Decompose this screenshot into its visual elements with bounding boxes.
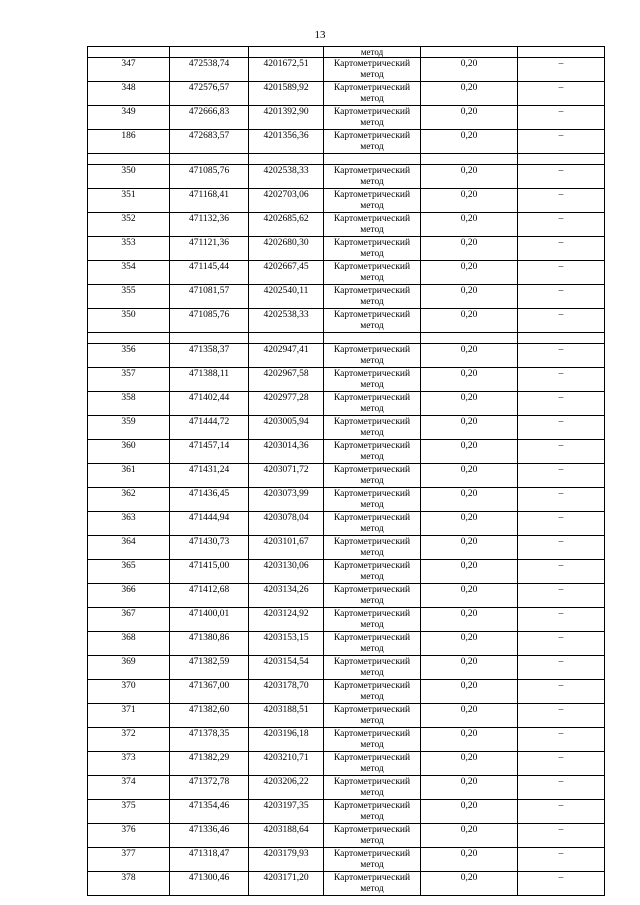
cell-method: Картометрический метод	[324, 584, 421, 608]
cell-x: 471402,44	[170, 392, 249, 416]
cell-note: –	[518, 82, 605, 106]
cell-note: –	[518, 584, 605, 608]
cell-x: 471318,47	[170, 848, 249, 872]
cell-note: –	[518, 237, 605, 261]
table-row	[88, 165, 605, 189]
cell-method: Картометрический метод	[324, 416, 421, 440]
cell-y: 4201589,92	[249, 82, 324, 106]
cell-x: 471300,46	[170, 872, 249, 896]
cell-note: –	[518, 824, 605, 848]
empty-cell	[421, 154, 518, 165]
cell-method: Картометрический метод	[324, 824, 421, 848]
cell-method: Картометрический метод	[324, 309, 421, 333]
cell-method: Картометрический метод	[324, 165, 421, 189]
cell-method: Картометрический метод	[324, 237, 421, 261]
cell-point-number: 357	[88, 368, 170, 392]
table-row	[88, 213, 605, 237]
cell-y: 4203171,20	[249, 872, 324, 896]
cell-y: 4203134,26	[249, 584, 324, 608]
cell-accuracy: 0,20	[421, 237, 518, 261]
cell-y: 4202967,58	[249, 368, 324, 392]
table-row	[88, 656, 605, 680]
cell-x: 471378,35	[170, 728, 249, 752]
cell-note: –	[518, 309, 605, 333]
cell-y: 4202538,33	[249, 165, 324, 189]
cell-method: Картометрический метод	[324, 368, 421, 392]
cell-y: 4203154,54	[249, 656, 324, 680]
table-row	[88, 776, 605, 800]
cell-point-number	[88, 47, 170, 58]
cell-accuracy: 0,20	[421, 776, 518, 800]
cell-point-number: 366	[88, 584, 170, 608]
table-row	[88, 416, 605, 440]
table-row	[88, 752, 605, 776]
cell-accuracy: 0,20	[421, 560, 518, 584]
cell-y: 4203206,22	[249, 776, 324, 800]
empty-cell	[518, 333, 605, 344]
cell-note: –	[518, 776, 605, 800]
cell-x: 472576,57	[170, 82, 249, 106]
cell-y: 4203197,35	[249, 800, 324, 824]
cell-method: Картометрический метод	[324, 776, 421, 800]
cell-point-number: 376	[88, 824, 170, 848]
cell-note: –	[518, 800, 605, 824]
cell-point-number: 186	[88, 130, 170, 154]
table-row	[88, 106, 605, 130]
table-row	[88, 261, 605, 285]
cell-accuracy: 0,20	[421, 608, 518, 632]
cell-y: 4203188,51	[249, 704, 324, 728]
cell-point-number: 347	[88, 58, 170, 82]
empty-cell	[324, 333, 421, 344]
cell-point-number: 358	[88, 392, 170, 416]
cell-note: –	[518, 165, 605, 189]
cell-method: Картометрический метод	[324, 488, 421, 512]
empty-cell	[88, 333, 170, 344]
cell-note: –	[518, 656, 605, 680]
cell-x: 472666,83	[170, 106, 249, 130]
table-row	[88, 848, 605, 872]
cell-method: Картометрический метод	[324, 464, 421, 488]
cell-method: Картометрический метод	[324, 680, 421, 704]
cell-y: 4203124,92	[249, 608, 324, 632]
cell-note: –	[518, 285, 605, 309]
cell-accuracy: 0,20	[421, 488, 518, 512]
cell-method: Картометрический метод	[324, 213, 421, 237]
cell-x: 471336,46	[170, 824, 249, 848]
table-row-continued	[88, 47, 605, 58]
cell-y: 4203153,15	[249, 632, 324, 656]
table-row	[88, 237, 605, 261]
cell-x: 472683,57	[170, 130, 249, 154]
cell-x: 471415,00	[170, 560, 249, 584]
cell-x: 471400,01	[170, 608, 249, 632]
cell-point-number: 352	[88, 213, 170, 237]
cell-x: 471388,11	[170, 368, 249, 392]
cell-note: –	[518, 608, 605, 632]
cell-point-number: 348	[88, 82, 170, 106]
cell-method: Картометрический метод	[324, 82, 421, 106]
cell-note: –	[518, 213, 605, 237]
cell-x: 471372,78	[170, 776, 249, 800]
cell-accuracy	[421, 47, 518, 58]
cell-point-number: 364	[88, 536, 170, 560]
cell-point-number: 369	[88, 656, 170, 680]
cell-method: Картометрический метод	[324, 656, 421, 680]
cell-point-number: 360	[88, 440, 170, 464]
cell-note: –	[518, 848, 605, 872]
cell-point-number: 353	[88, 237, 170, 261]
cell-x: 471382,59	[170, 656, 249, 680]
cell-note: –	[518, 261, 605, 285]
table-row	[88, 440, 605, 464]
table-row	[88, 344, 605, 368]
coordinates-table	[87, 46, 605, 896]
cell-x	[170, 47, 249, 58]
cell-point-number: 354	[88, 261, 170, 285]
cell-method: Картометрический метод	[324, 440, 421, 464]
empty-cell	[518, 154, 605, 165]
cell-x: 471380,86	[170, 632, 249, 656]
cell-y: 4202703,06	[249, 189, 324, 213]
cell-method: Картометрический метод	[324, 536, 421, 560]
cell-y: 4203005,94	[249, 416, 324, 440]
cell-note: –	[518, 632, 605, 656]
cell-x: 471444,94	[170, 512, 249, 536]
cell-method: Картометрический метод	[324, 106, 421, 130]
cell-method: Картометрический метод	[324, 752, 421, 776]
cell-y: 4202540,11	[249, 285, 324, 309]
cell-note: –	[518, 560, 605, 584]
cell-x: 471168,41	[170, 189, 249, 213]
cell-note	[518, 47, 605, 58]
cell-point-number: 367	[88, 608, 170, 632]
cell-accuracy: 0,20	[421, 704, 518, 728]
table-row	[88, 189, 605, 213]
cell-x: 471358,37	[170, 344, 249, 368]
cell-point-number: 362	[88, 488, 170, 512]
cell-method: Картометрический метод	[324, 512, 421, 536]
cell-accuracy: 0,20	[421, 440, 518, 464]
cell-x: 471444,72	[170, 416, 249, 440]
cell-point-number: 368	[88, 632, 170, 656]
cell-method: Картометрический метод	[324, 261, 421, 285]
cell-y	[249, 47, 324, 58]
cell-y: 4202680,30	[249, 237, 324, 261]
cell-accuracy: 0,20	[421, 58, 518, 82]
cell-accuracy: 0,20	[421, 82, 518, 106]
cell-accuracy: 0,20	[421, 261, 518, 285]
cell-accuracy: 0,20	[421, 824, 518, 848]
cell-accuracy: 0,20	[421, 848, 518, 872]
empty-cell	[249, 333, 324, 344]
cell-x: 471367,00	[170, 680, 249, 704]
cell-method: Картометрический метод	[324, 608, 421, 632]
cell-accuracy: 0,20	[421, 368, 518, 392]
cell-x: 471085,76	[170, 165, 249, 189]
empty-cell	[170, 154, 249, 165]
cell-method: Картометрический метод	[324, 800, 421, 824]
cell-note: –	[518, 512, 605, 536]
cell-y: 4202977,28	[249, 392, 324, 416]
cell-note: –	[518, 189, 605, 213]
cell-y: 4203196,18	[249, 728, 324, 752]
cell-point-number: 349	[88, 106, 170, 130]
cell-note: –	[518, 392, 605, 416]
cell-accuracy: 0,20	[421, 752, 518, 776]
cell-accuracy: 0,20	[421, 584, 518, 608]
cell-note: –	[518, 344, 605, 368]
cell-y: 4203179,93	[249, 848, 324, 872]
cell-x: 471430,73	[170, 536, 249, 560]
table-row	[88, 464, 605, 488]
cell-point-number: 365	[88, 560, 170, 584]
cell-y: 4203014,36	[249, 440, 324, 464]
cell-accuracy: 0,20	[421, 189, 518, 213]
table-row	[88, 309, 605, 333]
cell-point-number: 375	[88, 800, 170, 824]
cell-method: Картометрический метод	[324, 632, 421, 656]
cell-point-number: 356	[88, 344, 170, 368]
table-row	[88, 608, 605, 632]
cell-point-number: 355	[88, 285, 170, 309]
coordinates-table-body	[88, 47, 605, 896]
cell-accuracy: 0,20	[421, 512, 518, 536]
cell-note: –	[518, 440, 605, 464]
cell-method: Картометрический метод	[324, 704, 421, 728]
cell-accuracy: 0,20	[421, 392, 518, 416]
cell-note: –	[518, 680, 605, 704]
cell-note: –	[518, 488, 605, 512]
cell-accuracy: 0,20	[421, 656, 518, 680]
empty-cell	[88, 154, 170, 165]
table-row	[88, 872, 605, 896]
cell-accuracy: 0,20	[421, 130, 518, 154]
cell-accuracy: 0,20	[421, 464, 518, 488]
cell-x: 471382,29	[170, 752, 249, 776]
cell-point-number: 359	[88, 416, 170, 440]
cell-x: 471431,24	[170, 464, 249, 488]
cell-point-number: 373	[88, 752, 170, 776]
cell-x: 471145,44	[170, 261, 249, 285]
cell-x: 471081,57	[170, 285, 249, 309]
cell-note: –	[518, 368, 605, 392]
cell-accuracy: 0,20	[421, 309, 518, 333]
cell-method: Картометрический метод	[324, 285, 421, 309]
cell-point-number: 351	[88, 189, 170, 213]
cell-accuracy: 0,20	[421, 344, 518, 368]
table-row	[88, 632, 605, 656]
cell-note: –	[518, 106, 605, 130]
cell-y: 4203101,67	[249, 536, 324, 560]
cell-point-number: 370	[88, 680, 170, 704]
cell-accuracy: 0,20	[421, 285, 518, 309]
table-row	[88, 392, 605, 416]
table-row	[88, 680, 605, 704]
cell-y: 4201672,51	[249, 58, 324, 82]
cell-accuracy: 0,20	[421, 416, 518, 440]
cell-note: –	[518, 872, 605, 896]
table-row	[88, 704, 605, 728]
cell-accuracy: 0,20	[421, 106, 518, 130]
cell-note: –	[518, 130, 605, 154]
cell-y: 4202947,41	[249, 344, 324, 368]
cell-point-number: 374	[88, 776, 170, 800]
cell-method: Картометрический метод	[324, 872, 421, 896]
cell-y: 4202685,62	[249, 213, 324, 237]
cell-x: 471132,36	[170, 213, 249, 237]
cell-method: Картометрический метод	[324, 848, 421, 872]
cell-x: 472538,74	[170, 58, 249, 82]
cell-y: 4203071,72	[249, 464, 324, 488]
cell-method: Картометрический метод	[324, 189, 421, 213]
cell-point-number: 377	[88, 848, 170, 872]
table-row	[88, 368, 605, 392]
table-row	[88, 536, 605, 560]
cell-y: 4202667,45	[249, 261, 324, 285]
cell-x: 471354,46	[170, 800, 249, 824]
cell-y: 4203188,64	[249, 824, 324, 848]
table-row-separator	[88, 154, 605, 165]
cell-point-number: 350	[88, 309, 170, 333]
table-row	[88, 58, 605, 82]
table-row	[88, 488, 605, 512]
page-number: 13	[314, 29, 326, 41]
cell-point-number: 371	[88, 704, 170, 728]
table-row	[88, 800, 605, 824]
cell-method: Картометрический метод	[324, 392, 421, 416]
cell-note: –	[518, 58, 605, 82]
cell-accuracy: 0,20	[421, 800, 518, 824]
cell-point-number: 372	[88, 728, 170, 752]
cell-y: 4203078,04	[249, 512, 324, 536]
empty-cell	[421, 333, 518, 344]
cell-note: –	[518, 416, 605, 440]
cell-y: 4203130,06	[249, 560, 324, 584]
table-row-separator	[88, 333, 605, 344]
cell-y: 4201392,90	[249, 106, 324, 130]
cell-point-number: 361	[88, 464, 170, 488]
table-row	[88, 824, 605, 848]
table-row	[88, 130, 605, 154]
cell-note: –	[518, 752, 605, 776]
table-row	[88, 285, 605, 309]
table-row	[88, 560, 605, 584]
empty-cell	[170, 333, 249, 344]
cell-x: 471412,68	[170, 584, 249, 608]
cell-x: 471382,60	[170, 704, 249, 728]
cell-point-number: 378	[88, 872, 170, 896]
cell-y: 4202538,33	[249, 309, 324, 333]
cell-y: 4201356,36	[249, 130, 324, 154]
cell-accuracy: 0,20	[421, 728, 518, 752]
table-row	[88, 82, 605, 106]
cell-y: 4203178,70	[249, 680, 324, 704]
cell-note: –	[518, 704, 605, 728]
cell-method: Картометрический метод	[324, 560, 421, 584]
table-row	[88, 512, 605, 536]
cell-note: –	[518, 728, 605, 752]
cell-method: метод	[324, 47, 421, 58]
cell-note: –	[518, 464, 605, 488]
cell-method: Картометрический метод	[324, 130, 421, 154]
cell-accuracy: 0,20	[421, 872, 518, 896]
cell-accuracy: 0,20	[421, 632, 518, 656]
cell-method: Картометрический метод	[324, 58, 421, 82]
empty-cell	[249, 154, 324, 165]
cell-accuracy: 0,20	[421, 165, 518, 189]
cell-accuracy: 0,20	[421, 536, 518, 560]
table-row	[88, 584, 605, 608]
cell-x: 471121,36	[170, 237, 249, 261]
cell-x: 471085,76	[170, 309, 249, 333]
cell-accuracy: 0,20	[421, 213, 518, 237]
empty-cell	[324, 154, 421, 165]
cell-x: 471436,45	[170, 488, 249, 512]
cell-note: –	[518, 536, 605, 560]
cell-method: Картометрический метод	[324, 344, 421, 368]
cell-x: 471457,14	[170, 440, 249, 464]
table-row	[88, 728, 605, 752]
cell-y: 4203073,99	[249, 488, 324, 512]
cell-accuracy: 0,20	[421, 680, 518, 704]
cell-point-number: 363	[88, 512, 170, 536]
cell-method: Картометрический метод	[324, 728, 421, 752]
cell-point-number: 350	[88, 165, 170, 189]
cell-y: 4203210,71	[249, 752, 324, 776]
